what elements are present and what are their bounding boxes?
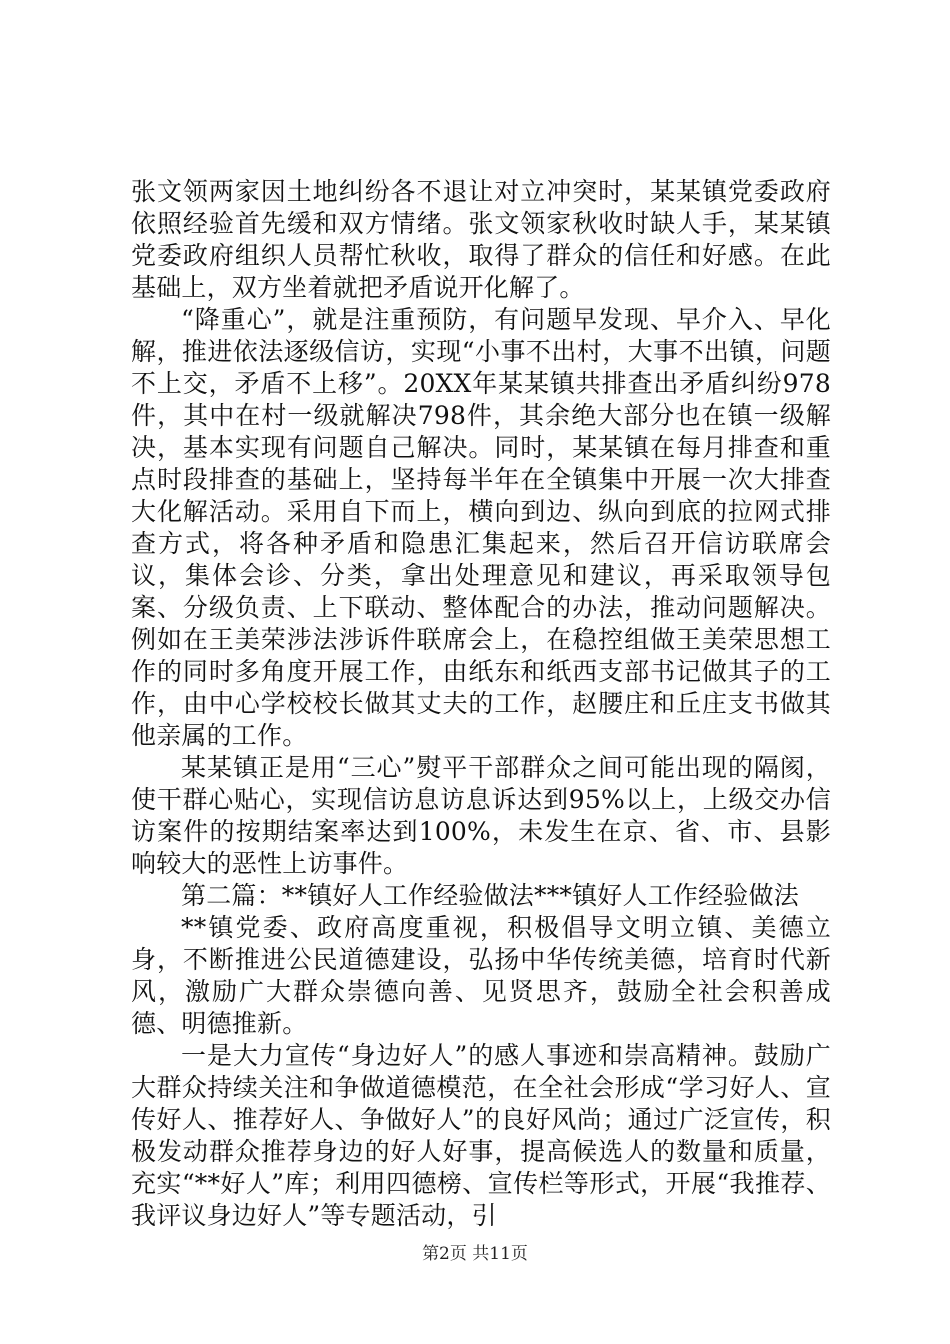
page-number-footer: 第2页 共11页: [422, 1244, 528, 1264]
paragraph-part-two-point-one: 一是大力宣传“身边好人”的感人事迹和崇高精神。鼓励广大群众持续关注和争做道德模范，在全社会形成“学习好人、宣传好人、推荐好人、争做好人”的良好风尚；通过广泛宣传，积极发动群众推荐身边的好人好事，提高候选人的数量和质量，充实“**好人”库；利用四德榜、宣传栏等形式，开展“我推荐、我评议身边好人”等专题活动，引: [131, 1041, 831, 1230]
paragraph-continuation: 张文领两家因土地纠纷各不退让对立冲突时，某某镇党委政府依照经验首先缓和双方情绪。张文领家秋收时缺人手，某某镇党委政府组织人员帮忙秋收，取得了群众的信任和好感。在此基础上，双方坐着就把矛盾说开化解了。: [131, 177, 831, 302]
paragraph-part-two-intro: **镇党委、政府高度重视，积极倡导文明立镇、美德立身，不断推进公民道德建设，弘扬中华传统美德，培育时代新风，激励广大群众崇德向善、见贤思齐，鼓励全社会积善成德、明德推新。: [131, 913, 831, 1038]
paragraph-lower-focus: “降重心”，就是注重预防，有问题早发现、早介入、早化解，推进依法逐级信访，实现“小事不出村，大事不出镇，问题不上交，矛盾不上移”。20XX年某某镇共排查出矛盾纠纷978件，其中在村一级就解决798件，其余绝大部分也在镇一级解决，基本实现有问题自己解决。同时，某某镇在每月排查和重点时段排查的基础上，坚持每半年在全镇集中开展一次大排查大化解活动。采用自下而上，横向到边、纵向到底的拉网式排查方式，将各种矛盾和隐患汇集起来，然后召开信访联席会议，集体会诊、分类，拿出处理意见和建议，再采取领导包案、分级负责、上下联动、整体配合的办法，推动问题解决。例如在王美荣涉法涉诉件联席会上，在稳控组做王美荣思想工作的同时多角度开展工作，由纸东和纸西支部书记做其子的工作，由中心学校校长做其丈夫的工作，赵腰庄和丘庄支书做其他亲属的工作。: [131, 305, 831, 750]
paragraph-summary: 某某镇正是用“三心”熨平干部群众之间可能出现的隔阂，使干群心贴心，实现信访息访息诉达到95%以上，上级交办信访案件的按期结案率达到100%，未发生在京、省、市、县影响较大的恶性上访事件。: [131, 753, 831, 878]
document-body: [131, 176, 831, 1232]
section-heading-part-two: 第二篇：**镇好人工作经验做法***镇好人工作经验做法: [181, 881, 799, 910]
